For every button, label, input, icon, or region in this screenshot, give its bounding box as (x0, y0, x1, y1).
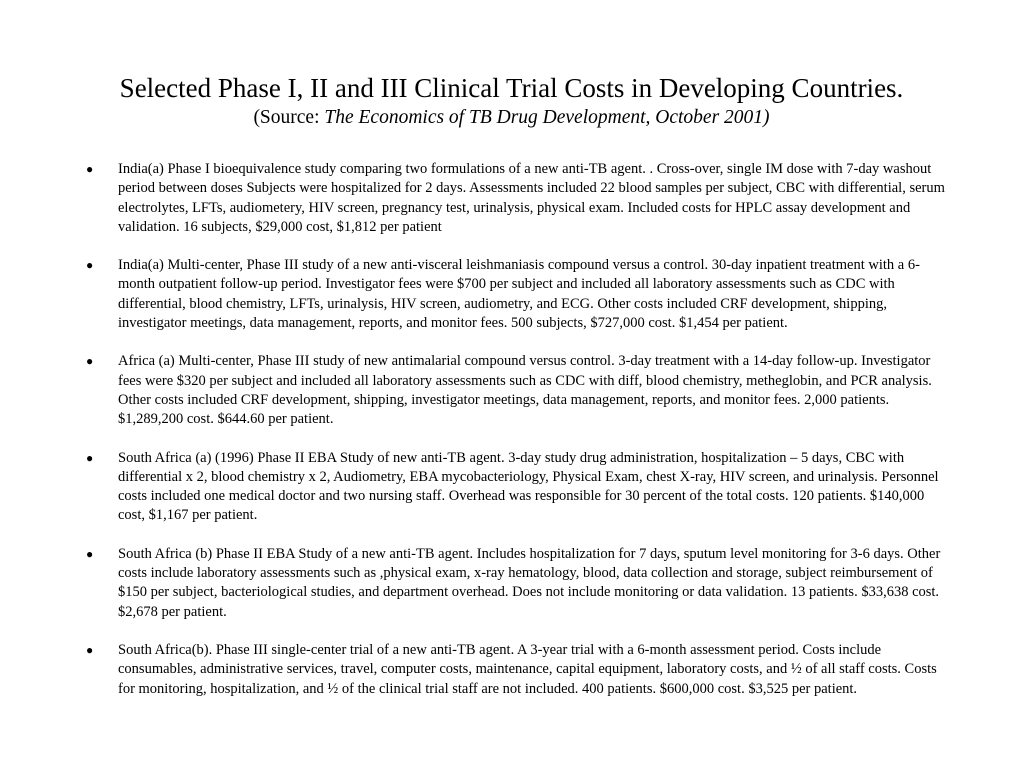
bullet-text: South Africa (a) (1996) Phase II EBA Study of new anti-TB agent. 3-day study drug administration, hospitalization – 5 days, CBC with differential x 2, blood chemistry x 2, Audiometry, EBA mycobacteriology, Physical Exam, chest X-ray, HIV screen, and urinalysis. Personnel costs included one medical doctor and two nursing staff. Overhead was responsible for 30 percent of the total costs. 120 patients. $140,000 cost, $1,167 per patient. (118, 449, 939, 524)
source-prefix: (Source: (253, 107, 325, 128)
bullet-text: India(a) Phase I bioequivalence study comparing two formulations of a new anti-TB agent. . Cross-over, single IM dose with 7-day washout period between doses Subjects were hospitalized for 2 days. Assessments included 22 blood samples per subject, CBC with differential, serum electrolytes, LFTs, audiometery, HIV screen, pregnancy test, urinalysis, physical exam. Included costs for HPLC assay development and validation. 16 subjects, $29,000 cost, $1,812 per patient (118, 161, 945, 235)
list-item (84, 545, 954, 622)
bullet-list (84, 160, 954, 718)
bullet-icon: ● (86, 162, 94, 176)
title-block (0, 72, 1023, 131)
list-item (84, 641, 954, 699)
bullet-icon: ● (86, 642, 94, 657)
slide-title: Selected Phase I, II and III Clinical Trial Costs in Developing Countries. (119, 73, 904, 103)
bullet-icon: ● (86, 450, 94, 465)
list-item (84, 160, 954, 237)
bullet-text: South Africa(b). Phase III single-center trial of a new anti-TB agent. A 3-year trial with a 6-month assessment period. Costs include consumables, administrative services, travel, computer costs, maintenance, capital equipment, laboratory costs, and ½ of all staff costs. Costs for monitoring, hospitalization, and ½ of the clinical trial staff are not included. 400 patients. $600,000 cost. $3,525 per patient. (118, 641, 937, 697)
bullet-text: South Africa (b) Phase II EBA Study of a new anti-TB agent. Includes hospitalization for 7 days, sputum level monitoring for 3-6 days. Other costs include laboratory assessments such as ,physical exam, x-ray hematology, blood, data collection and storage, subject reimbursement of $150 per subject, bacteriological studies, and department overhead. Does not include monitoring or data validation. 13 patients. $33,638 cost. $2,678 per patient. (118, 545, 941, 620)
bullet-icon: ● (86, 354, 94, 369)
bullet-icon: ● (86, 258, 94, 273)
list-item (84, 352, 954, 429)
bullet-icon: ● (86, 546, 94, 561)
source-line (0, 105, 1023, 131)
list-item (84, 256, 954, 333)
source-title: The Economics of TB Drug Development, October 2001) (324, 107, 770, 128)
list-item (84, 449, 954, 526)
bullet-text: Africa (a) Multi-center, Phase III study of new antimalarial compound versus control. 3-day treatment with a 14-day follow-up. Investigator fees were $320 per subject and included all laboratory assessments such as CDC with diff, blood chemistry, metheglobin, and PCR analysis. Other costs included CRF development, shipping, investigator meetings, data management, reports, and monitor fees. 2,000 patients. $1,289,200 cost. $644.60 per patient. (118, 353, 932, 428)
bullet-text: India(a) Multi-center, Phase III study of a new anti-visceral leishmaniasis compound versus a control. 30-day inpatient treatment with a 6-month outpatient follow-up period. Investigator fees were $700 per subject and included all laboratory assessments such as CDC with differential, blood chemistry, LFTs, urinalysis, HIV screen, audiometry, and ECG. Other costs included CRF development, shipping, investigator meetings, data management, reports, and monitor fees. 500 subjects, $727,000 cost. $1,454 per patient. (118, 257, 920, 332)
